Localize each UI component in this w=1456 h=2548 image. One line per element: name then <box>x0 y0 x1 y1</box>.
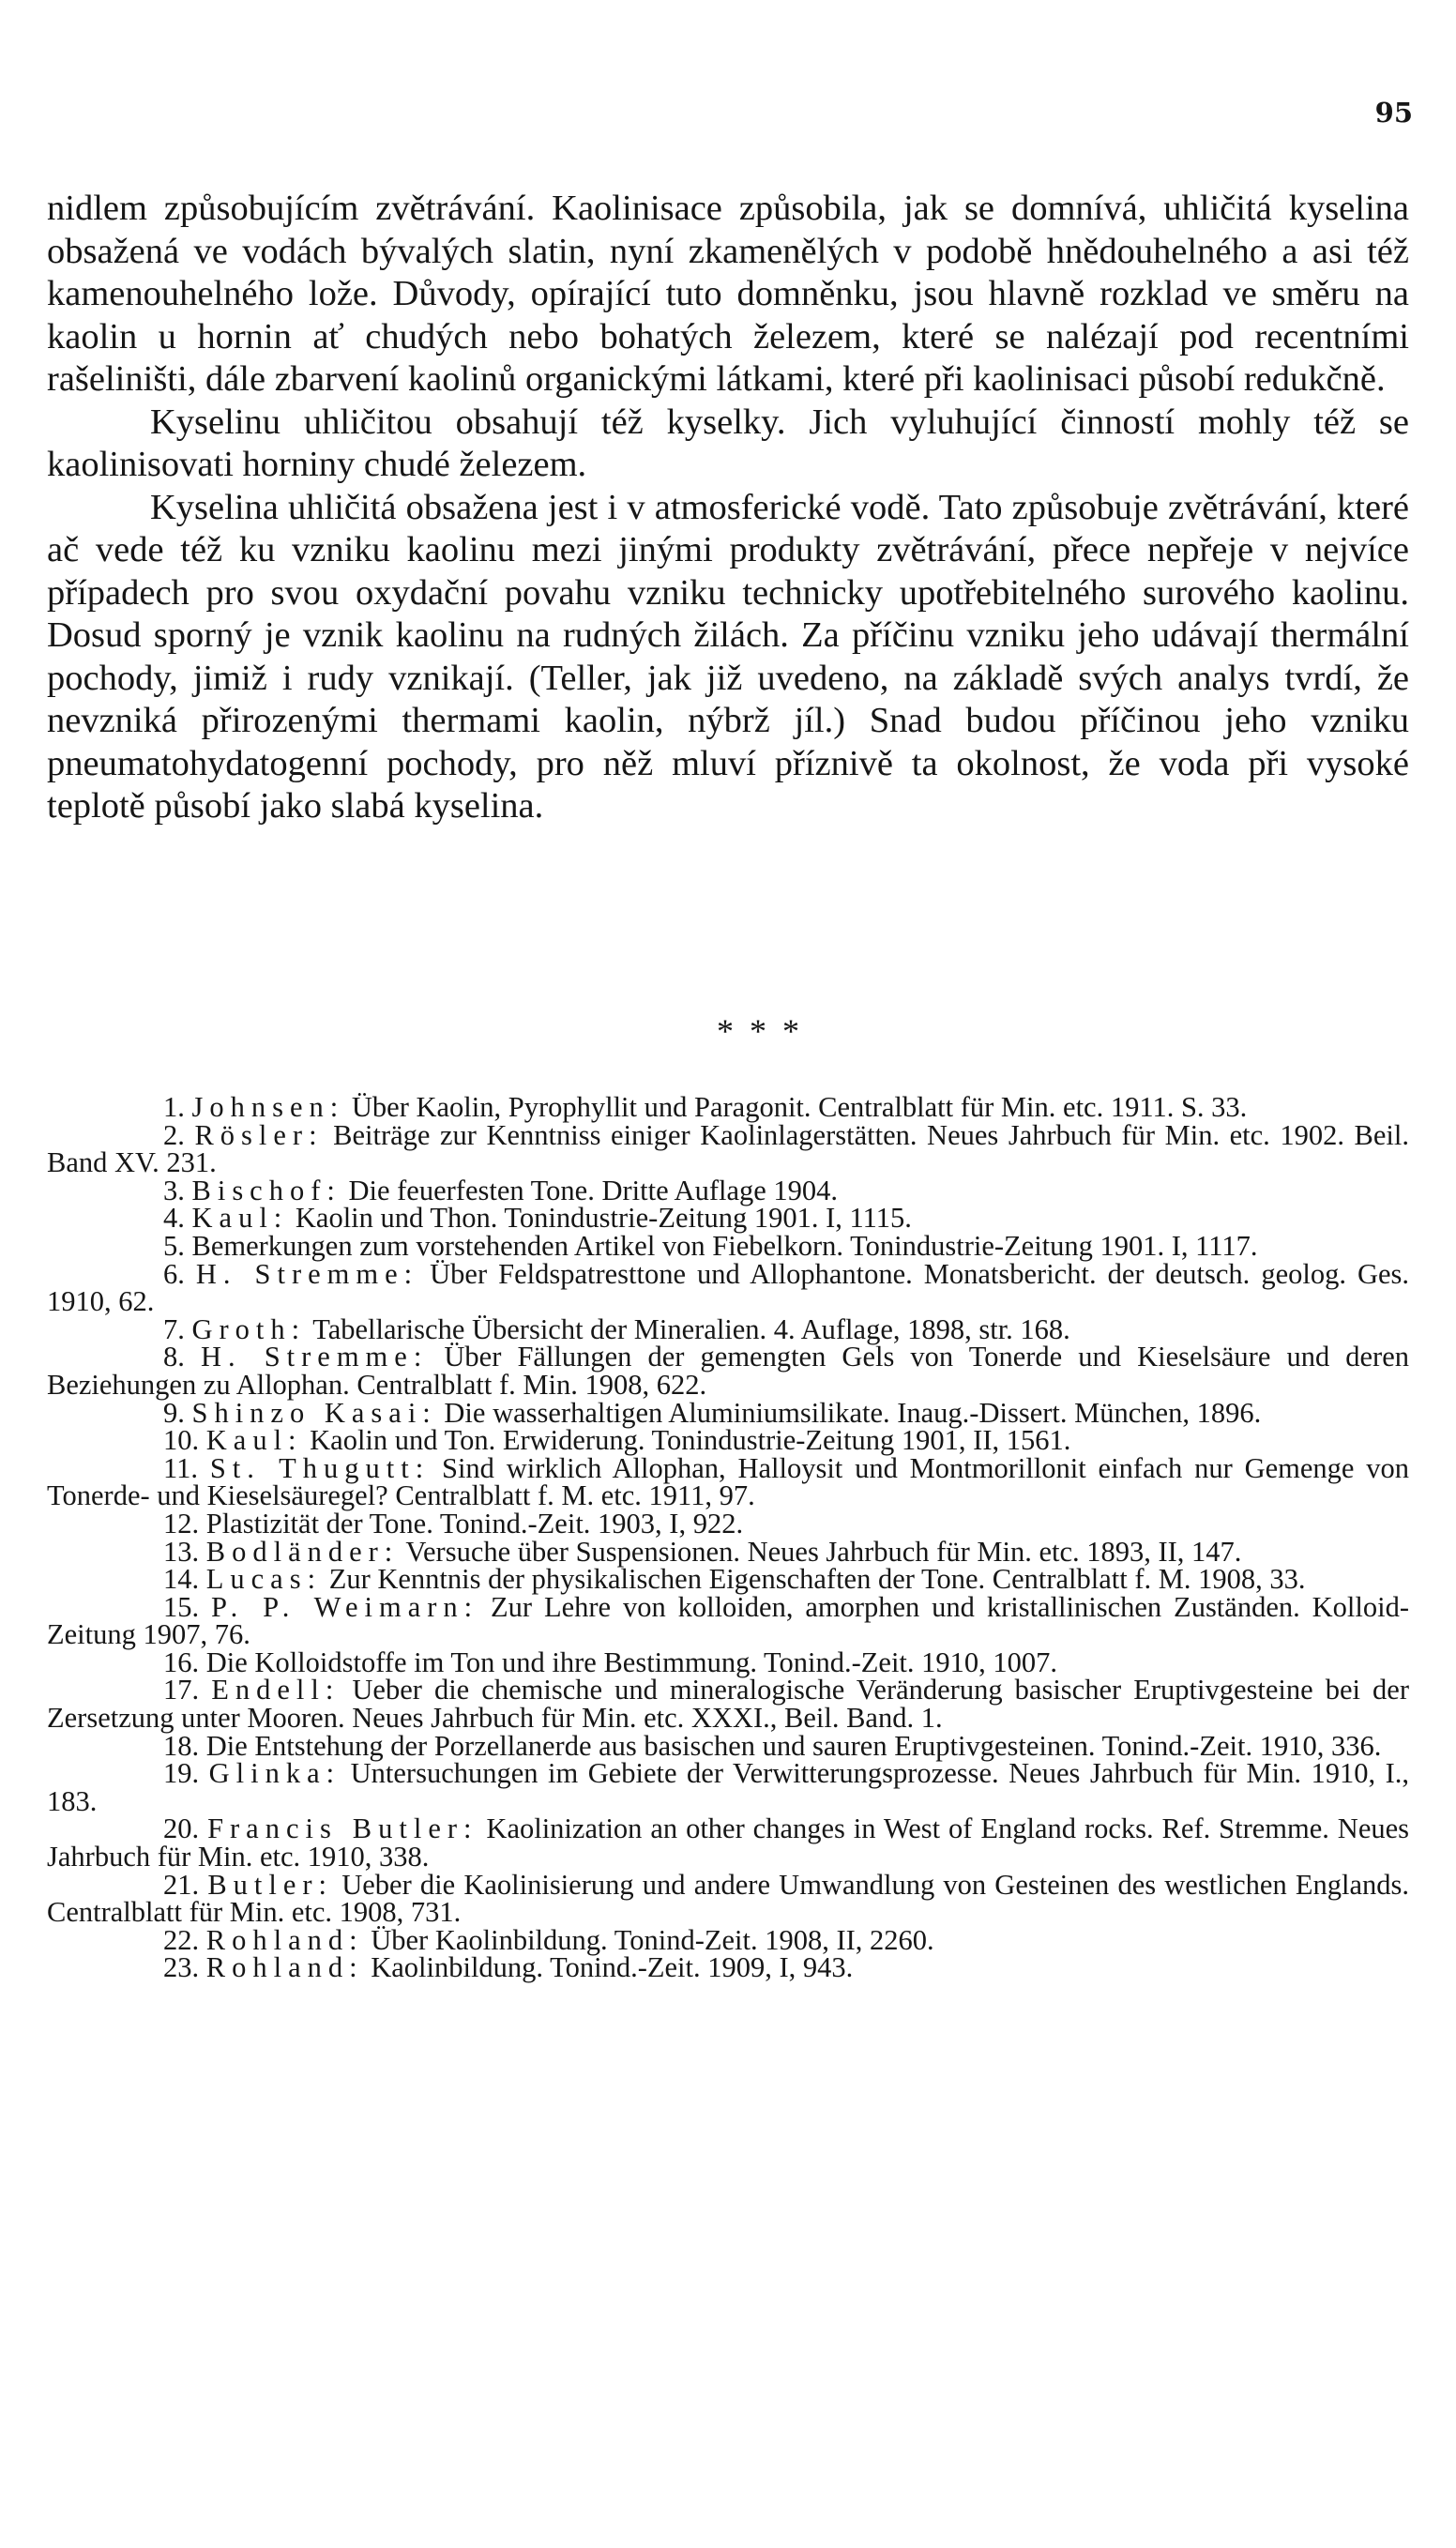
reference-item <box>47 1729 1409 1762</box>
reference-author: Lucas: <box>205 1563 323 1596</box>
reference-text: Über Kaolin, Pyrophyllit und Paragonit. Centralblatt für Min. etc. 1911. S. 33. <box>351 1091 1248 1123</box>
reference-author: St. Thugutt: <box>209 1451 431 1484</box>
reference-item <box>47 1646 1409 1678</box>
reference-author: Rohland: <box>205 1923 364 1956</box>
reference-text: Die Kolloidstoffe im Ton und ihre Bestimmung. Tonind.-Zeit. 1910, 1007. <box>205 1646 1058 1678</box>
reference-author: Shinzo Kasai: <box>191 1396 437 1429</box>
reference-text: Kaolin und Ton. Erwiderung. Tonindustrie-Zeitung 1901, II, 1561. <box>310 1424 1071 1457</box>
reference-author: Butler: <box>207 1868 334 1901</box>
reference-item <box>47 1174 1409 1206</box>
reference-text: Die wasserhaltigen Aluminiumsilikate. Inaug.-Dissert. München, 1896. <box>444 1396 1262 1429</box>
reference-item <box>47 1118 1410 1179</box>
reference-number: 23. <box>163 1951 200 1984</box>
reference-text: Über Kaolinbildung. Tonind-Zeit. 1908, II, 2260. <box>371 1923 934 1956</box>
reference-number: 7. <box>163 1312 185 1345</box>
reference-item <box>47 1257 1410 1318</box>
reference-item <box>47 1091 1409 1123</box>
reference-author: Kaul: <box>205 1424 303 1457</box>
reference-text: Über Feldspatresttone und Allophantone. Monatsbericht. der deutsch. geolog. Ges. 1910, 62. <box>47 1257 1410 1318</box>
reference-author: Groth: <box>191 1312 307 1345</box>
reference-number: 19. <box>163 1757 200 1790</box>
reference-text: Kaolin und Thon. Tonindustrie-Zeitung 1901. I, 1115. <box>295 1202 912 1235</box>
reference-text: Die Entstehung der Porzellanerde aus basischen und sauren Eruptivgesteinen. Tonind.-Zeit. 1910, 336. <box>205 1729 1382 1762</box>
reference-number: 15. <box>163 1590 200 1623</box>
reference-number: 16. <box>163 1646 200 1678</box>
reference-item <box>47 1563 1409 1596</box>
reference-text: Tabellarische Übersicht der Mineralien. 4. Auflage, 1898, str. 168. <box>312 1312 1070 1345</box>
reference-text: Beiträge zur Kenntniss einiger Kaolinlagerstätten. Neues Jahrbuch für Min. etc. 1902. Beil. Band XV. 231. <box>47 1118 1410 1179</box>
section-separator: * * * <box>717 1012 803 1050</box>
reference-number: 13. <box>163 1535 200 1568</box>
reference-item <box>47 1202 1409 1235</box>
reference-author: P. P. Weimarn: <box>211 1590 479 1623</box>
body-text <box>47 188 1409 828</box>
reference-number: 14. <box>163 1563 200 1596</box>
reference-author: Bodländer: <box>205 1535 400 1568</box>
reference-author: H. Stremme: <box>200 1341 429 1373</box>
reference-number: 5. <box>163 1229 185 1262</box>
reference-text: Zur Kenntnis der physikalischen Eigenschaften der Tone. Centralblatt f. M. 1908, 33. <box>328 1563 1306 1596</box>
reference-item <box>47 1396 1409 1429</box>
paragraph: Kyselinu uhličitou obsahují též kyselky. Jich vyluhující činností mohly též se kaolinisovati horniny chudé železem. <box>47 402 1409 484</box>
reference-text: Plastizität der Tone. Tonind.-Zeit. 1903, I, 922. <box>205 1507 744 1539</box>
reference-text: Untersuchungen im Gebiete der Verwitterungsprozesse. Neues Jahrbuch für Min. 1910, I., 183. <box>47 1757 1410 1817</box>
paragraph: nidlem způsobujícím zvětrávání. Kaolinisace způsobila, jak se domnívá, uhličitá kyselina obsažená ve vodách bývalých slatin, nyní zkamenělých v podobě hnědouhelného a asi též kamenouhelného lože. Důvody, opírající tuto domněnku, jsou hlavně rozklad ve směru na kaolin u hornin ať chudých nebo bohatých železem, které se nalézají pod recentními rašeliništi, dále zbarvení kaolinů organickými látkami, které při kaolinisaci působí redukčně. <box>47 189 1409 399</box>
reference-number: 17. <box>163 1674 200 1706</box>
reference-text: Versuche über Suspensionen. Neues Jahrbuch für Min. etc. 1893, II, 147. <box>405 1535 1242 1568</box>
reference-text: Die feuerfesten Tone. Dritte Auflage 1904. <box>348 1174 839 1206</box>
reference-item <box>47 1812 1410 1873</box>
reference-author: Kaul: <box>191 1202 289 1235</box>
reference-author: Francis Butler: <box>207 1812 478 1845</box>
reference-list <box>47 1091 1410 1984</box>
reference-number: 10. <box>163 1424 200 1457</box>
reference-number: 21. <box>163 1868 200 1901</box>
reference-item <box>47 1535 1409 1568</box>
reference-item <box>47 1868 1410 1929</box>
reference-author: Endell: <box>211 1674 341 1706</box>
reference-item <box>47 1343 1409 1399</box>
reference-item <box>47 1229 1409 1262</box>
reference-author: Rohland: <box>205 1951 364 1984</box>
reference-text: Ueber die chemische und mineralogische Veränderung basischer Eruptivgesteine bei der Zersetzung unter Mooren. Neues Jahrbuch für Min. etc. XXXI., Beil. Band. 1. <box>47 1674 1409 1735</box>
page-number: 95 <box>1374 97 1413 129</box>
reference-number: 3. <box>163 1174 185 1206</box>
reference-text: Ueber die Kaolinisierung und andere Umwandlung von Gesteinen des westlichen Englands. Centralblatt für Min. etc. 1908, 731. <box>47 1868 1410 1929</box>
reference-author: Rösler: <box>194 1118 324 1151</box>
reference-text: Kaolinbildung. Tonind.-Zeit. 1909, I, 943. <box>371 1951 854 1984</box>
reference-number: 22. <box>163 1923 200 1956</box>
reference-item <box>47 1757 1410 1817</box>
reference-item <box>47 1674 1409 1735</box>
paragraph: Kyselina uhličitá obsažena jest i v atmosferické vodě. Tato způsobuje zvětrávání, které ač vede též ku vzniku kaolinu mezi jinými produkty zvětrávání, přece nepřeje v nejvíce případech pro svou oxydační povahu vzniku technicky upotřebitelného surového kaolinu. Dosud sporný je vznik kaolinu na rudných žilách. Za příčinu vzniku jeho udávají thermální pochody, jimiž i rudy vznikají. (Teller, jak již uvedeno, na základě svých analys tvrdí, že nevzniká přirozenými thermami kaolin, nýbrž jíl.) Snad budou příčinou jeho vzniku pneumatohydatogenní pochody, pro něž mluví příznivě ta okolnost, že voda při vysoké teplotě působí jako slabá kyselina. <box>47 487 1409 826</box>
reference-item <box>47 1590 1409 1651</box>
reference-number: 9. <box>163 1396 185 1429</box>
reference-text: Zur Lehre von kolloiden, amorphen und kristallinischen Zuständen. Kolloid-Zeitung 1907, 76. <box>47 1590 1409 1651</box>
reference-number: 4. <box>163 1202 185 1235</box>
reference-item <box>47 1451 1409 1512</box>
reference-author: Glinka: <box>208 1757 341 1790</box>
reference-item <box>47 1923 1409 1956</box>
reference-text: Sind wirklich Allophan, Halloysit und Montmorillonit einfach nur Gemenge von Tonerde- und Kieselsäuregel? Centralblatt f. M. etc. 1911, 97. <box>47 1451 1409 1512</box>
reference-number: 18. <box>163 1729 200 1762</box>
reference-number: 11. <box>163 1451 198 1484</box>
reference-item <box>47 1312 1409 1345</box>
reference-author: H. Stremme: <box>195 1257 419 1290</box>
reference-number: 8. <box>163 1341 185 1373</box>
reference-number: 2. <box>163 1118 185 1151</box>
reference-text: Über Fällungen der gemengten Gels von Tonerde und Kieselsäure und deren Beziehungen zu Allophan. Centralblatt f. Min. 1908, 622. <box>47 1341 1410 1401</box>
reference-number: 20. <box>163 1812 200 1845</box>
reference-item <box>47 1424 1409 1457</box>
reference-item <box>47 1951 1409 1984</box>
reference-author: Johnsen: <box>191 1091 345 1123</box>
reference-text: Bemerkungen zum vorstehenden Artikel von Fiebelkorn. Tonindustrie-Zeitung 1901. I, 1117. <box>191 1229 1258 1262</box>
reference-number: 6. <box>163 1257 185 1290</box>
reference-number: 1. <box>163 1091 185 1123</box>
reference-number: 12. <box>163 1507 200 1539</box>
reference-item <box>47 1507 1409 1539</box>
reference-author: Bischof: <box>191 1174 341 1206</box>
reference-text: Kaolinization an other changes in West of England rocks. Ref. Stremme. Neues Jahrbuch für Min. etc. 1910, 338. <box>47 1812 1410 1873</box>
